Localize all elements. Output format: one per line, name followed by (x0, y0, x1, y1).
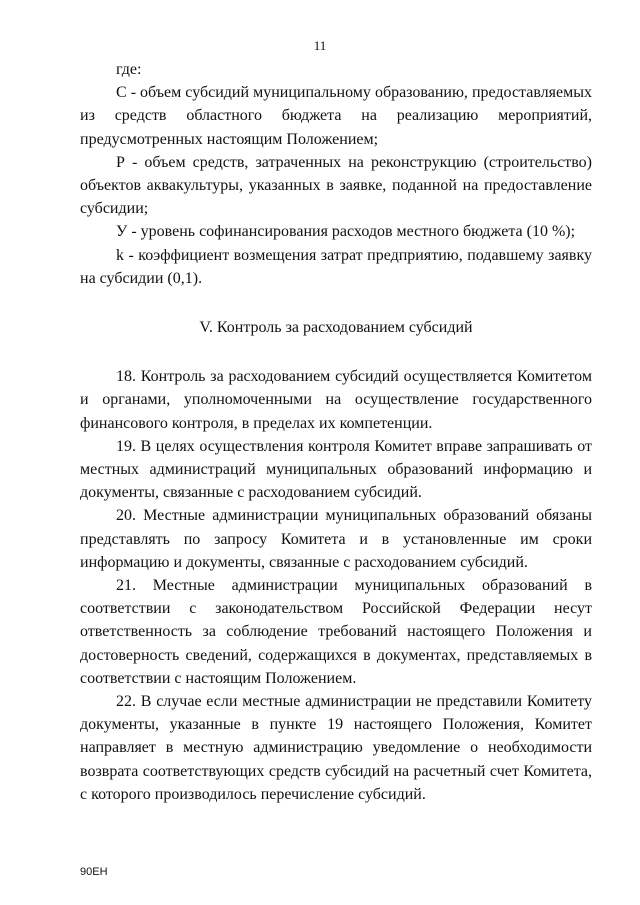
paragraph-definition-u: У - уровень софинансирования расходов местного бюджета (10 %); (116, 223, 576, 241)
paragraph-18: 18. Контроль за расходованием субсидий осуществляется Комитетом и органами, уполномоченными на осуществление государственного финансового контроля, в пределах их компетенции. (80, 368, 592, 432)
paragraph-where: где: (116, 61, 142, 78)
footer-code: 90ЕН (80, 866, 108, 878)
document-body (80, 58, 592, 806)
paragraph-19: 19. В целях осуществления контроля Комитет вправе запрашивать от местных администраций муниципальных образований информацию и документы, связанные с расходованием субсидий. (80, 437, 592, 502)
paragraph-definition-k: k - коэффициент возмещения затрат предприятию, подавшему заявку на субсидии (0,1). (80, 246, 592, 287)
paragraph-definition-p: Р - объем средств, затраченных на реконструкцию (строительство) объектов аквакультуры, указанных в заявке, поданной на предоставление субсидии; (80, 153, 592, 218)
section-heading: V. Контроль за расходованием субсидий (199, 319, 473, 337)
paragraph-22: 22. В случае если местные администрации не представили Комитету документы, указанные в пункте 19 настоящего Положения, Комитет направляет в местную администрацию уведомление о необходимости возврата соответствующих средств субсидий на расчетный счет Комитета, с которого производилось перечисление субсидий. (80, 693, 592, 803)
paragraph-21: 21. Местные администрации муниципальных образований в соответствии с законодательством Российской Федерации несут ответственность за соблюдение требований настоящего Положения и достоверность сведений, содержащихся в документах, представляемых в соответствии с настоящим Положением. (80, 577, 592, 687)
page-number: 11 (313, 38, 327, 53)
paragraph-20: 20. Местные администрации муниципальных образований обязаны представлять по запросу Комитета и в установленные им сроки информацию и документы, связанные с расходованием субсидий. (80, 507, 592, 571)
paragraph-definition-c: С - объем субсидий муниципальному образованию, предоставляемых из средств областного бюджета на реализацию мероприятий, предусмотренных настоящим Положением; (80, 84, 592, 148)
